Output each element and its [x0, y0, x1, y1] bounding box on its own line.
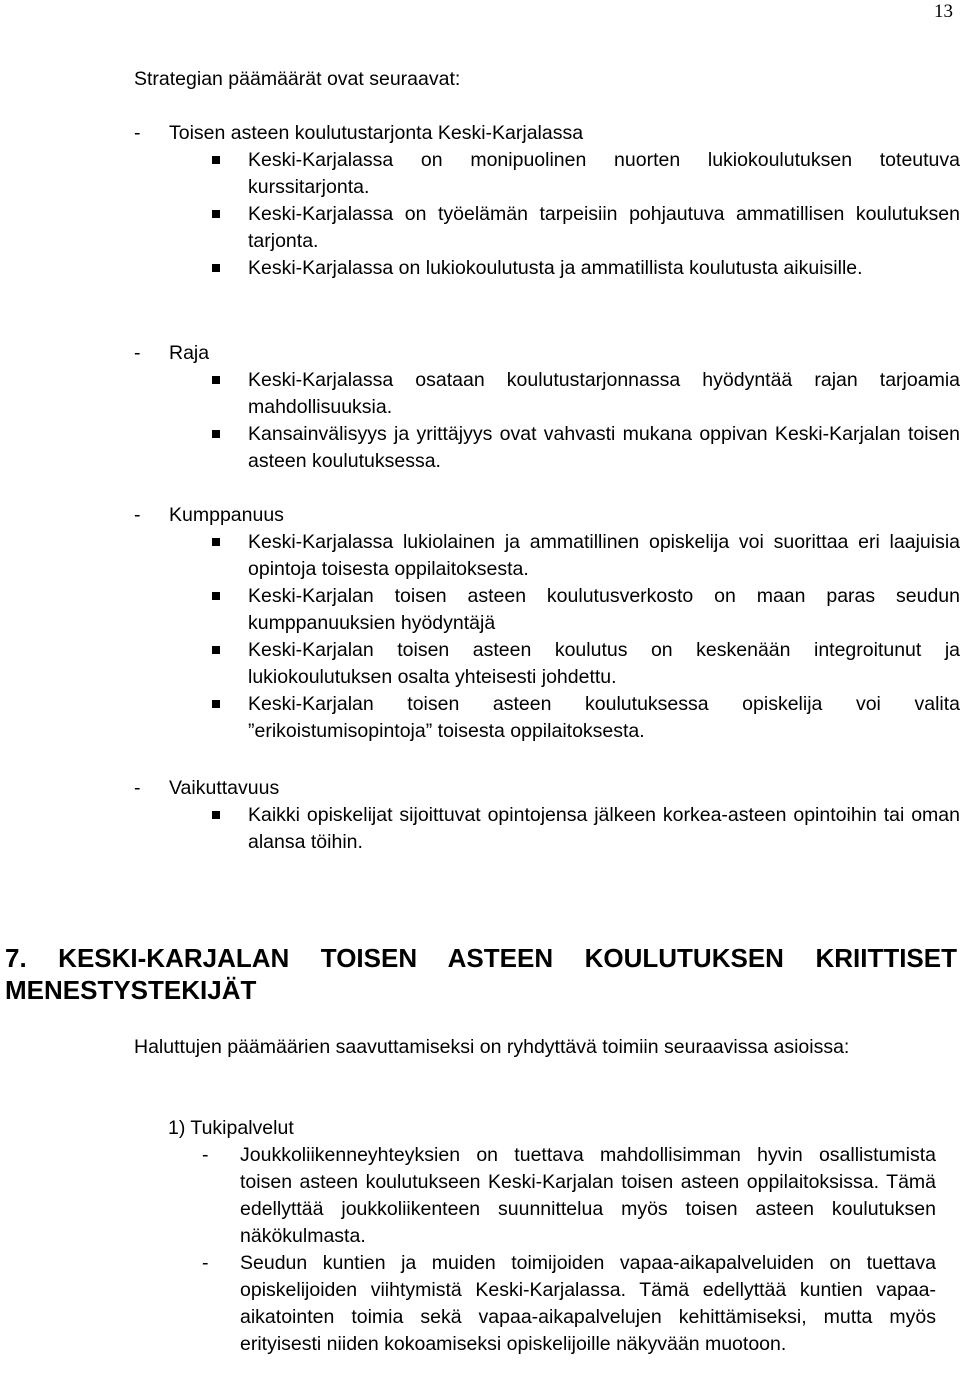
section-header: [134, 775, 960, 802]
section-vaikuttavuus: [134, 775, 960, 856]
bullet-item: [134, 147, 960, 201]
bullet-text: Keski-Karjalassa lukiolainen ja ammatillinen opiskelija voi suorittaa eri laajuisia opintoja toisesta oppilaitoksesta.: [248, 531, 960, 580]
bullet-text: Kaikki opiskelijat sijoittuvat opintojensa jälkeen korkea-asteen opintoihin tai oman alansa töihin.: [248, 804, 960, 853]
bullet-item: [134, 583, 960, 637]
intro-text: Strategian päämäärät ovat seuraavat:: [134, 68, 461, 90]
square-bullet-icon: [212, 646, 220, 654]
dash-marker: -: [134, 342, 141, 364]
dash-marker: -: [134, 777, 141, 799]
section-title: Toisen asteen koulutustarjonta Keski-Karjalassa: [169, 122, 584, 144]
bullet-text: Keski-Karjalan toisen asteen koulutus on keskenään integroitunut ja lukiokoulutuksen osalta yhteisesti johdettu.: [248, 639, 960, 688]
bullet-item: [134, 529, 960, 583]
bullet-text: Kansainvälisyys ja yrittäjyys ovat vahvasti mukana oppivan Keski-Karjalan toisen asteen koulutuksessa.: [248, 423, 960, 472]
square-bullet-icon: [212, 538, 220, 546]
section-header: [134, 120, 960, 147]
bullet-item: [134, 802, 960, 856]
dash-list-item: [168, 1142, 936, 1250]
page-number: 13: [934, 1, 953, 22]
section-title: Vaikuttavuus: [169, 777, 280, 799]
dash-item-text: Seudun kuntien ja muiden toimijoiden vapaa-aikapalveluiden on tuettava opiskelijoiden viihtymistä Keski-Karjalassa. Tämä edellyttää kuntien vapaa-aikatointen toimia sekä vapaa-aikapalvelujen kehittämiseksi, mutta myös erityisesti niiden kokoamiseksi opiskelijoille näkyvään muotoon.: [240, 1252, 936, 1355]
bullet-item: [134, 367, 960, 421]
bullet-text: Keski-Karjalassa on lukiokoulutusta ja ammatillista koulutusta aikuisille.: [248, 257, 863, 279]
chapter-heading: 7. KESKI-KARJALAN TOISEN ASTEEN KOULUTUKSEN KRIITTISET MENESTYSTEKIJÄT: [5, 943, 957, 1005]
bullet-item: [134, 691, 960, 745]
section-title: Kumppanuus: [169, 504, 284, 526]
dash-marker: -: [202, 1144, 209, 1166]
dash-list-item: [168, 1250, 936, 1358]
section-header: [134, 340, 960, 367]
square-bullet-icon: [212, 264, 220, 272]
square-bullet-icon: [212, 376, 220, 384]
bullet-item: [134, 255, 960, 282]
section-header: [134, 502, 960, 529]
bullet-text: Keski-Karjalan toisen asteen koulutuksessa opiskelija voi valita ”erikoistumisopintoja” toisesta oppilaitoksesta.: [248, 693, 960, 742]
bullet-text: Keski-Karjalan toisen asteen koulutusverkosto on maan paras seudun kumppanuuksien hyödyntäjä: [248, 585, 960, 634]
square-bullet-icon: [212, 210, 220, 218]
square-bullet-icon: [212, 811, 220, 819]
bullet-item: [134, 201, 960, 255]
square-bullet-icon: [212, 700, 220, 708]
bullet-text: Keski-Karjalassa on työelämän tarpeisiin pohjautuva ammatillisen koulutuksen tarjonta.: [248, 203, 960, 252]
numbered-item: [168, 1115, 958, 1358]
section-raja: [134, 340, 960, 475]
section-toisen-asteen: [134, 120, 960, 282]
square-bullet-icon: [212, 430, 220, 438]
bullet-item: [134, 421, 960, 475]
section-title: Raja: [169, 342, 210, 364]
dash-marker: -: [202, 1252, 209, 1274]
section-kumppanuus: [134, 502, 960, 745]
dash-item-text: Joukkoliikenneyhteyksien on tuettava mahdollisimman hyvin osallistumista toisen asteen koulutukseen Keski-Karjalan toisen asteen oppilaitoksissa. Tämä edellyttää joukkoliikenteen suunnittelua myös toisen asteen koulutuksen näkökulmasta.: [240, 1144, 936, 1247]
bullet-item: [134, 637, 960, 691]
bullet-text: Keski-Karjalassa osataan koulutustarjonnassa hyödyntää rajan tarjoamia mahdollisuuksia.: [248, 369, 960, 418]
dash-marker: -: [134, 122, 141, 144]
chapter-paragraph: Haluttujen päämäärien saavuttamiseksi on ryhdyttävä toimiin seuraavissa asioissa:: [134, 1036, 850, 1058]
dash-marker: -: [134, 504, 141, 526]
numbered-item-label: 1) Tukipalvelut: [168, 1117, 294, 1139]
bullet-text: Keski-Karjalassa on monipuolinen nuorten lukiokoulutuksen toteutuva kurssitarjonta.: [248, 149, 960, 198]
square-bullet-icon: [212, 156, 220, 164]
square-bullet-icon: [212, 592, 220, 600]
